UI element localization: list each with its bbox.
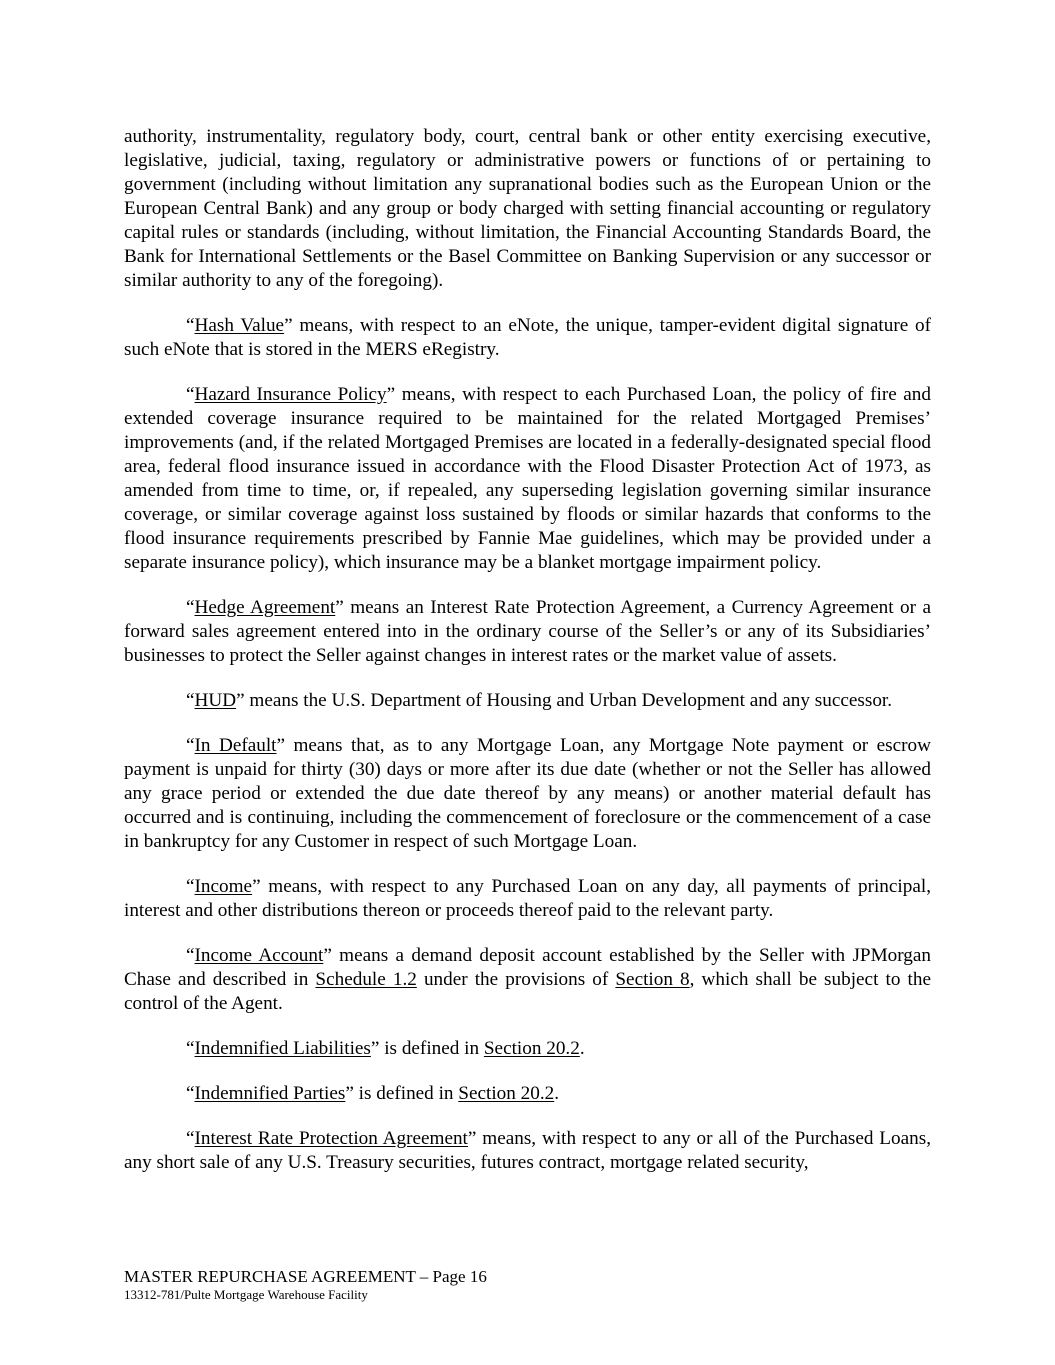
- definition-text: ” means, with respect to any Purchased Loan on any day, all payments of principal, interest and other distributions thereon or proceeds thereof paid to the relevant party.: [124, 876, 931, 921]
- defined-term: Indemnified Liabilities: [194, 1038, 371, 1059]
- definition-text: ” means that, as to any Mortgage Loan, any Mortgage Note payment or escrow payment is unpaid for thirty (30) days or more after its due date (whether or not the Seller has allowed any grace period or extended the due date thereof by any means) or another material default has occurred and is continuing, including the commencement of foreclosure or the commencement of a case in bankruptcy for any Customer in respect of such Mortgage Loan.: [124, 735, 931, 852]
- defined-term: Hash Value: [194, 315, 285, 336]
- document-body: [124, 125, 931, 1196]
- defined-term: Indemnified Parties: [194, 1083, 346, 1104]
- defined-term: Hedge Agreement: [194, 597, 336, 618]
- defined-term: Income Account: [194, 945, 324, 966]
- definition-text: ” is defined in: [370, 1038, 484, 1059]
- section-reference-link: Section 8: [615, 969, 690, 990]
- definition-hedge-agreement: “Hedge Agreement” means an Interest Rate Protection Agreement, a Currency Agreement or a forward sales agreement entered into in the ordinary course of the Seller’s or any of its Subsidiaries’ businesses to protect the Seller against changes in interest rates or the market value of assets.: [124, 597, 931, 666]
- definition-text: ” means, with respect to an eNote, the unique, tamper-evident digital signature of such eNote that is stored in the MERS eRegistry.: [124, 315, 931, 360]
- definition-text: ” is defined in: [345, 1083, 459, 1104]
- definition-income: “Income” means, with respect to any Purchased Loan on any day, all payments of principal, interest and other distributions thereon or proceeds thereof paid to the relevant party.: [124, 876, 931, 921]
- definition-income-account: “Income Account” means a demand deposit account established by the Seller with JPMorgan Chase and described in Schedule 1.2 under the provisions of Section 8, which shall be subject to the control of the Agent.: [124, 945, 931, 1014]
- definition-text: .: [554, 1083, 560, 1104]
- definition-interest-rate-protection-agreement: “Interest Rate Protection Agreement” means, with respect to any or all of the Purchased Loans, any short sale of any U.S. Treasury securities, futures contract, mortgage related security,: [124, 1128, 931, 1173]
- footer-title: MASTER REPURCHASE AGREEMENT – Page 16: [124, 1267, 487, 1286]
- definition-indemnified-liabilities: “Indemnified Liabilities” is defined in Section 20.2.: [186, 1038, 585, 1059]
- footer-document-reference: 13312-781/Pulte Mortgage Warehouse Facility: [124, 1287, 368, 1302]
- definition-text: ” means, with respect to any or all of the Purchased Loans, any short sale of any U.S. Treasury securities, futures contract, mortgage related security,: [124, 1128, 931, 1173]
- definition-text: ” means, with respect to each Purchased Loan, the policy of fire and extended coverage insurance required to be maintained for the related Mortgaged Premises’ improvements (and, if the related Mortgaged Premises are located in a federally-designated special flood area, federal flood insurance issued in accordance with the Flood Disaster Protection Act of 1973, as amended from time to time, or, if repealed, any superseding legislation governing similar insurance coverage, or similar coverage against loss sustained by floods or similar hazards that conforms to the flood insurance requirements prescribed by Fannie Mae guidelines, which may be provided under a separate insurance policy), which insurance may be a blanket mortgage impairment policy.: [124, 384, 931, 573]
- definition-text: under the provisions of: [416, 969, 616, 990]
- defined-term: Hazard Insurance Policy: [194, 384, 387, 405]
- continuation-text: authority, instrumentality, regulatory body, court, central bank or other entity exercising executive, legislative, judicial, taxing, regulatory or administrative powers or functions of or pertaining to government (including without limitation any supranational bodies such as the European Union or the European Central Bank) and any group or body charged with setting financial accounting or regulatory capital rules or standards (including, without limitation, the Financial Accounting Standards Board, the Bank for International Settlements or the Basel Committee on Banking Supervision or any successor or similar authority to any of the foregoing).: [124, 126, 931, 291]
- definition-text: ” means the U.S. Department of Housing and Urban Development and any successor.: [236, 690, 893, 711]
- section-reference-link: Section 20.2: [483, 1038, 580, 1059]
- definition-in-default: “In Default” means that, as to any Mortgage Loan, any Mortgage Note payment or escrow payment is unpaid for thirty (30) days or more after its due date (whether or not the Seller has allowed any grace period or extended the due date thereof by any means) or another material default has occurred and is continuing, including the commencement of foreclosure or the commencement of a case in bankruptcy for any Customer in respect of such Mortgage Loan.: [124, 735, 931, 852]
- defined-term: Interest Rate Protection Agreement: [194, 1128, 468, 1149]
- page-footer: [124, 1267, 931, 1303]
- definition-text: , which shall be subject to the control of the Agent.: [124, 969, 931, 1014]
- defined-term: In Default: [194, 735, 277, 756]
- section-reference-link: Section 20.2: [458, 1083, 555, 1104]
- definition-hud: “HUD” means the U.S. Department of Housing and Urban Development and any successor.: [186, 690, 893, 711]
- definition-hash-value: “Hash Value” means, with respect to an eNote, the unique, tamper-evident digital signature of such eNote that is stored in the MERS eRegistry.: [124, 315, 931, 360]
- definition-text: .: [579, 1038, 585, 1059]
- definition-indemnified-parties: “Indemnified Parties” is defined in Section 20.2.: [186, 1083, 560, 1104]
- defined-term: Income: [194, 876, 253, 897]
- definition-text: ” means an Interest Rate Protection Agreement, a Currency Agreement or a forward sales agreement entered into in the ordinary course of the Seller’s or any of its Subsidiaries’ businesses to protect the Seller against changes in interest rates or the market value of assets.: [124, 597, 931, 666]
- definition-hazard-insurance-policy: “Hazard Insurance Policy” means, with respect to each Purchased Loan, the policy of fire and extended coverage insurance required to be maintained for the related Mortgaged Premises’ improvements (and, if the related Mortgaged Premises are located in a federally-designated special flood area, federal flood insurance issued in accordance with the Flood Disaster Protection Act of 1973, as amended from time to time, or, if repealed, any superseding legislation governing similar insurance coverage, or similar coverage against loss sustained by floods or similar hazards that conforms to the flood insurance requirements prescribed by Fannie Mae guidelines, which may be provided under a separate insurance policy), which insurance may be a blanket mortgage impairment policy.: [124, 384, 931, 573]
- continuation-paragraph: [124, 125, 931, 293]
- definition-text: ” means a demand deposit account established by the Seller with JPMorgan Chase and described in: [124, 945, 931, 990]
- schedule-reference-link: Schedule 1.2: [315, 969, 417, 990]
- defined-term: HUD: [194, 690, 237, 711]
